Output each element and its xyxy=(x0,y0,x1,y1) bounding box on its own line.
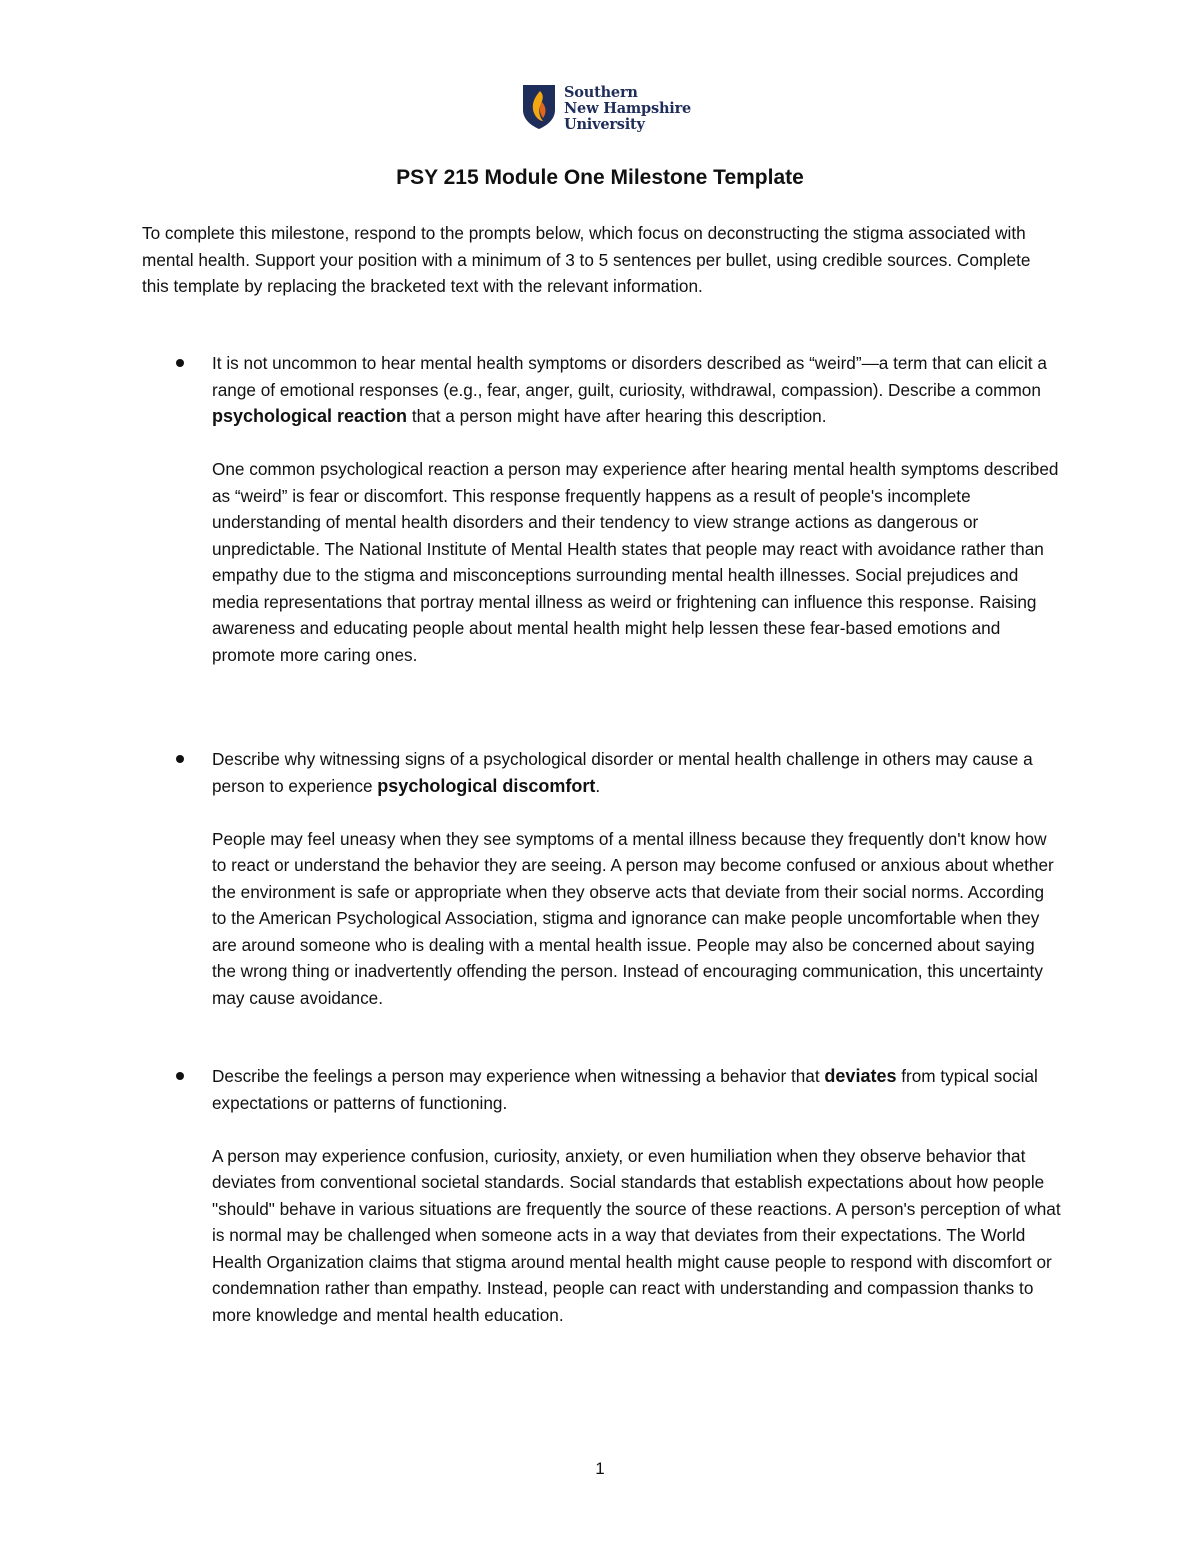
university-logo xyxy=(522,84,691,133)
answer-1: One common psychological reaction a person may experience after hearing mental health symptoms described as “weird” is fear or discomfort. This response frequently happens as a result of people's incomplete understanding of mental health disorders and their tendency to view strange actions as dangerous or unpredictable. The National Institute of Mental Health states that people may react with avoidance rather than empathy due to the stigma and misconceptions surrounding mental health illnesses. Social prejudices and media representations that portray mental illness as weird or frightening can influence this response. Raising awareness and educating people about mental health might help lessen these fear-based emotions and promote more caring ones. xyxy=(212,459,1059,665)
prompt-2-text: Describe why witnessing signs of a psychological disorder or mental health challenge in others may cause a person to experience xyxy=(212,749,1033,796)
university-shield-icon xyxy=(522,84,556,130)
prompt-1-text-end: that a person might have after hearing this description. xyxy=(407,406,827,426)
logo-text-line2: New Hampshire xyxy=(564,100,692,117)
prompt-1-text: It is not uncommon to hear mental health symptoms or disorders described as “weird”—a term that can elicit a range of emotional responses (e.g., fear, anger, guilt, curiosity, withdrawal, compassion). Describe a common xyxy=(212,353,1047,400)
prompt-3-emphasis: deviates xyxy=(824,1066,897,1086)
prompt-2 xyxy=(212,746,1062,799)
bullet-item-2 xyxy=(212,746,1062,1011)
intro-paragraph: To complete this milestone, respond to the prompts below, which focus on deconstructing the stigma associated with mental health. Support your position with a minimum of 3 to 5 sentences per bullet, using credible sources. Complete this template by replacing the bracketed text with the relevant information. xyxy=(142,223,1031,296)
bullet-dot-2 xyxy=(176,755,184,763)
document-title: PSY 215 Module One Milestone Template xyxy=(396,166,804,189)
prompt-2-text-end: . xyxy=(595,775,601,796)
logo-text-line3: University xyxy=(564,116,645,133)
bullet-dot-3 xyxy=(176,1072,184,1080)
answer-2: People may feel uneasy when they see symptoms of a mental illness because they frequently don't know how to react or understand the behavior they are seeing. A person may become confused or anxious about whether the environment is safe or appropriate when they observe acts that deviate from their social norms. According to the American Psychological Association, stigma and ignorance can make people uncomfortable when they are around someone who is dealing with a mental health issue. People may also be concerned about saying the wrong thing or inadvertently offending the person. Instead of encouraging communication, this uncertainty may cause avoidance. xyxy=(212,828,1054,1008)
logo-text-line1: Southern xyxy=(564,84,638,101)
prompt-1 xyxy=(212,350,1062,430)
page-number: 1 xyxy=(595,1459,605,1478)
bullet-dot-1 xyxy=(176,359,184,367)
prompt-3-text: Describe the feelings a person may experience when witnessing a behavior that xyxy=(212,1066,825,1086)
bullet-item-1 xyxy=(212,350,1062,668)
prompt-3 xyxy=(212,1063,1062,1116)
prompt-3-text-end: from typical social expectations or patterns of functioning. xyxy=(212,1066,1038,1113)
prompt-2-emphasis: psychological discomfort xyxy=(377,775,596,796)
bullet-item-3 xyxy=(212,1063,1062,1328)
prompt-1-emphasis: psychological reaction xyxy=(212,406,408,426)
answer-3: A person may experience confusion, curiosity, anxiety, or even humiliation when they observe behavior that deviates from conventional societal standards. Social standards that establish expectations about how people "should" behave in various situations are frequently the source of these reactions. A person's perception of what is normal may be challenged when someone acts in a way that deviates from their expectations. The World Health Organization claims that stigma around mental health might cause people to respond with discomfort or condemnation rather than empathy. Instead, people can react with understanding and compassion thanks to more knowledge and mental health education. xyxy=(212,1145,1061,1325)
